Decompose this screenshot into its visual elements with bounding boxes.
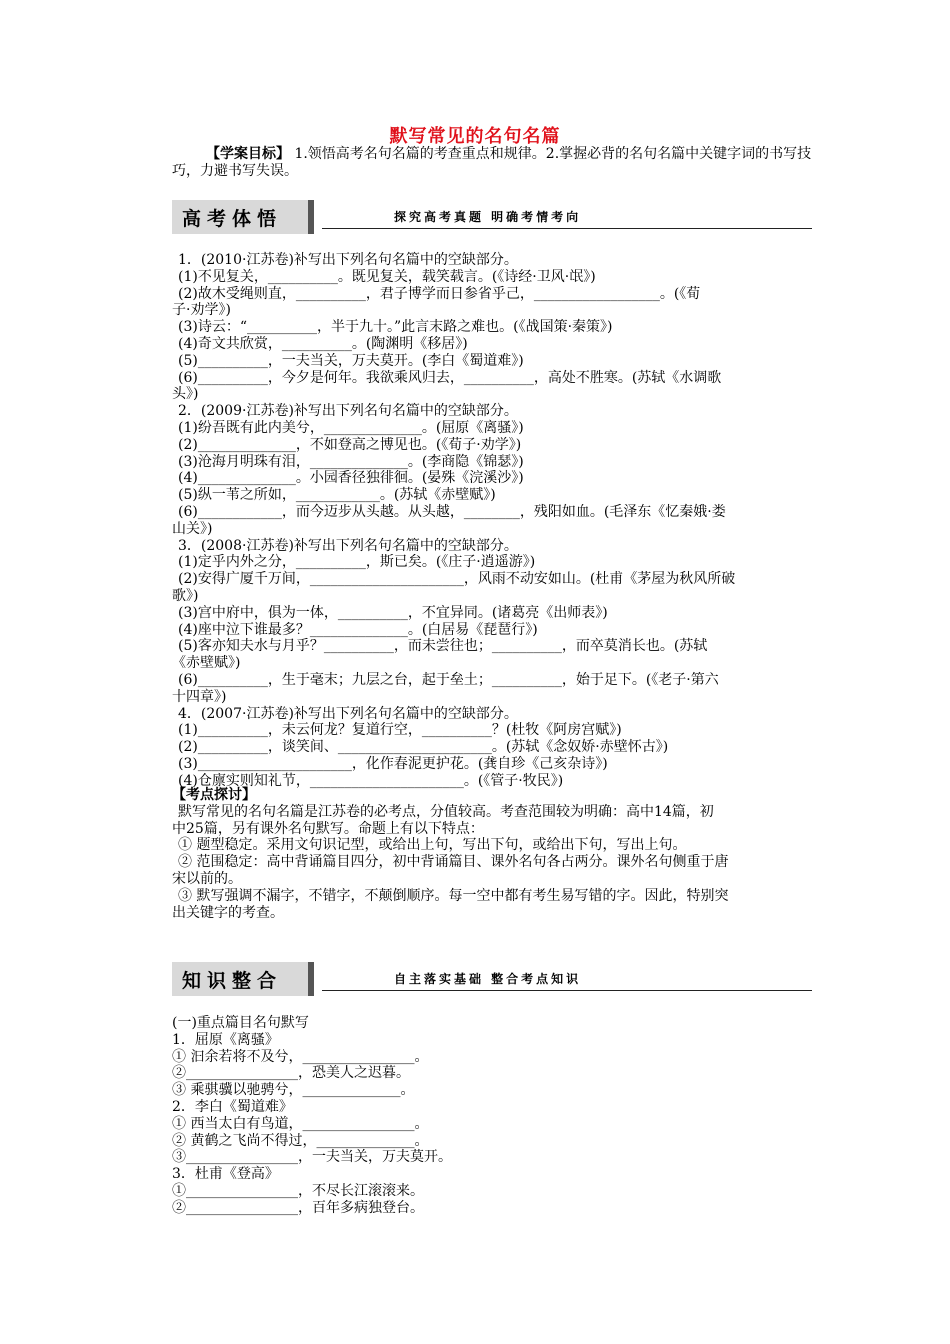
banner-title: 高考体悟 — [182, 208, 283, 230]
question-line: (1)__________，未云何龙？复道行空，__________？(杜牧《阿房宫赋》) — [178, 722, 622, 739]
question-line: 子·劝学》) — [172, 302, 231, 319]
section-banner-gaokao — [172, 200, 812, 234]
recitation-line: ①________________，不尽长江滚滚来。 — [172, 1182, 424, 1199]
question-line: 山关》) — [172, 520, 213, 537]
discussion-section — [172, 787, 812, 921]
recitation-line: 3．杜甫《登高》 — [172, 1166, 279, 1183]
recitation-line: ②________________，恐美人之迟暮。 — [172, 1065, 410, 1082]
page-title: 默写常见的名句名篇 — [389, 126, 561, 147]
question-line: (4)仓廪实则知礼节，______________________。(《管子·牧民》) — [178, 772, 564, 789]
banner-title: 知识整合 — [182, 970, 283, 992]
question-line: (3)诗云：“__________，半于九十。”此言末路之难也。(《战国策·秦策》) — [178, 319, 613, 336]
discussion-line: 默写常见的名句名篇是江苏卷的必考点，分值较高。考查范围较为明确：高中14篇，初 — [178, 803, 714, 820]
recitation-line: ②________________，百年多病独登台。 — [172, 1199, 424, 1216]
question-line: (1)纷吾既有此内美兮，______________。(屈原《离骚》) — [178, 419, 524, 436]
banner-bar — [308, 962, 314, 996]
question-line: (4)座中泣下谁最多？______________。(白居易《琵琶行》) — [178, 621, 538, 638]
question-line: (2)______________，不如登高之博见也。(《荀子·劝学》) — [178, 436, 522, 453]
discussion-line: 中25篇，另有课外名句默写。命题上有以下特点： — [172, 820, 484, 837]
question-line: 《赤壁赋》) — [172, 655, 241, 672]
knowledge-list — [172, 1015, 812, 1217]
discussion-line: 宋以前的。 — [172, 870, 242, 887]
question-line: (6)__________，今夕是何年。我欲乘风归去，__________，高处不胜寒。(苏轼《水调歌 — [178, 369, 722, 386]
question-line: 头》) — [172, 386, 199, 403]
question-line: 十四章》) — [172, 688, 227, 705]
gaokao-questions — [172, 252, 812, 790]
question-line: (5)纵一苇之所如，____________。(苏轼《赤壁赋》) — [178, 487, 496, 504]
discussion-body — [172, 804, 812, 922]
question-line: (6)____________，而今迈步从头越。从头越，________，残阳如血。(毛泽东《忆秦娥·娄 — [178, 503, 726, 520]
section-banner-knowledge — [172, 962, 812, 996]
banner-bar — [308, 200, 314, 234]
question-line: (3)沧海月明珠有泪，______________。(李商隐《锦瑟》) — [178, 453, 524, 470]
banner-subtitle: 探究高考真题 明确考情考向 — [394, 210, 582, 224]
question-line: (4)______________。小园香径独徘徊。(晏殊《浣溪沙》) — [178, 470, 524, 487]
recitation-line: ① 汩余若将不及兮，________________。 — [172, 1048, 429, 1065]
objective-paragraph — [172, 146, 812, 180]
question-line: (5)__________，一夫当关，万夫莫开。(李白《蜀道难》) — [178, 352, 524, 369]
discussion-line: ① 题型稳定。采用文句识记型，或给出上句，写出下句，或给出下句，写出上句。 — [178, 837, 687, 854]
question-line: (5)客亦知夫水与月乎？__________，而未尝往也；__________，而卒莫消长也。(苏轼 — [178, 638, 708, 655]
banner-rule — [322, 990, 812, 991]
recitation-line: 1．屈原《离骚》 — [172, 1031, 279, 1048]
objective-text: 1.领悟高考名句名篇的考查重点和规律。2.掌握必背的名句名篇中关键字词的书写技巧，力避书写失误。 — [172, 146, 812, 179]
question-line: 2．(2009·江苏卷)补写出下列名句名篇中的空缺部分。 — [178, 403, 518, 420]
question-line: 3．(2008·江苏卷)补写出下列名句名篇中的空缺部分。 — [178, 537, 518, 554]
recitation-line: ② 黄鹤之飞尚不得过，______________。 — [172, 1132, 429, 1149]
question-line: (2)安得广厦千万间，______________________，风雨不动安如山。(杜甫《茅屋为秋风所破 — [178, 571, 736, 588]
question-line: (3)宫中府中，俱为一体，__________，不宜异同。(诸葛亮《出师表》) — [178, 604, 608, 621]
question-line: 1．(2010·江苏卷)补写出下列名句名篇中的空缺部分。 — [178, 252, 518, 268]
recitation-line: ③________________，一夫当关，万夫莫开。 — [172, 1149, 452, 1166]
recitation-line: ① 西当太白有鸟道，________________。 — [172, 1115, 429, 1132]
discussion-line: ③ 默写强调不漏字，不错字，不颠倒顺序。每一空中都有考生易写错的字。因此，特别突 — [178, 887, 729, 904]
discussion-label: 【考点探讨】 — [172, 787, 256, 803]
question-line: (1)不见复关，__________。既见复关，载笑载言。(《诗经·卫风·氓》) — [178, 268, 596, 285]
question-line: (1)定乎内外之分，__________，斯已矣。(《庄子·逍遥游》) — [178, 554, 536, 571]
recitation-line: ③ 乘骐骥以驰骋兮，______________。 — [172, 1082, 415, 1099]
objective-label: 【学案目标】 — [206, 146, 290, 162]
question-line: (2)__________，谈笑间、______________________。(苏轼《念奴娇·赤壁怀古》) — [178, 739, 669, 756]
discussion-line: 出关键字的考查。 — [172, 904, 284, 921]
banner-subtitle: 自主落实基础 整合考点知识 — [394, 972, 582, 986]
recitation-line: (一)重点篇目名句默写 — [172, 1015, 309, 1031]
question-line: 歌》) — [172, 587, 199, 604]
discussion-line: ② 范围稳定：高中背诵篇目四分，初中背诵篇目、课外名句各占两分。课外名句侧重于唐 — [178, 854, 729, 871]
question-line: (3)______________________，化作春泥更护花。(龚自珍《己亥杂诗》) — [178, 755, 608, 772]
question-line: (2)故木受绳则直，__________，君子博学而日参省乎己，__________________。(《荀 — [178, 285, 701, 302]
recitation-line: 2．李白《蜀道难》 — [172, 1098, 293, 1115]
banner-rule — [322, 228, 812, 229]
question-line: 4．(2007·江苏卷)补写出下列名句名篇中的空缺部分。 — [178, 705, 518, 722]
question-line: (4)奇文共欣赏，__________。(陶渊明《移居》) — [178, 335, 468, 352]
question-line: (6)__________，生于毫末；九层之台，起于垒土；__________，始于足下。(《老子·第六 — [178, 671, 719, 688]
